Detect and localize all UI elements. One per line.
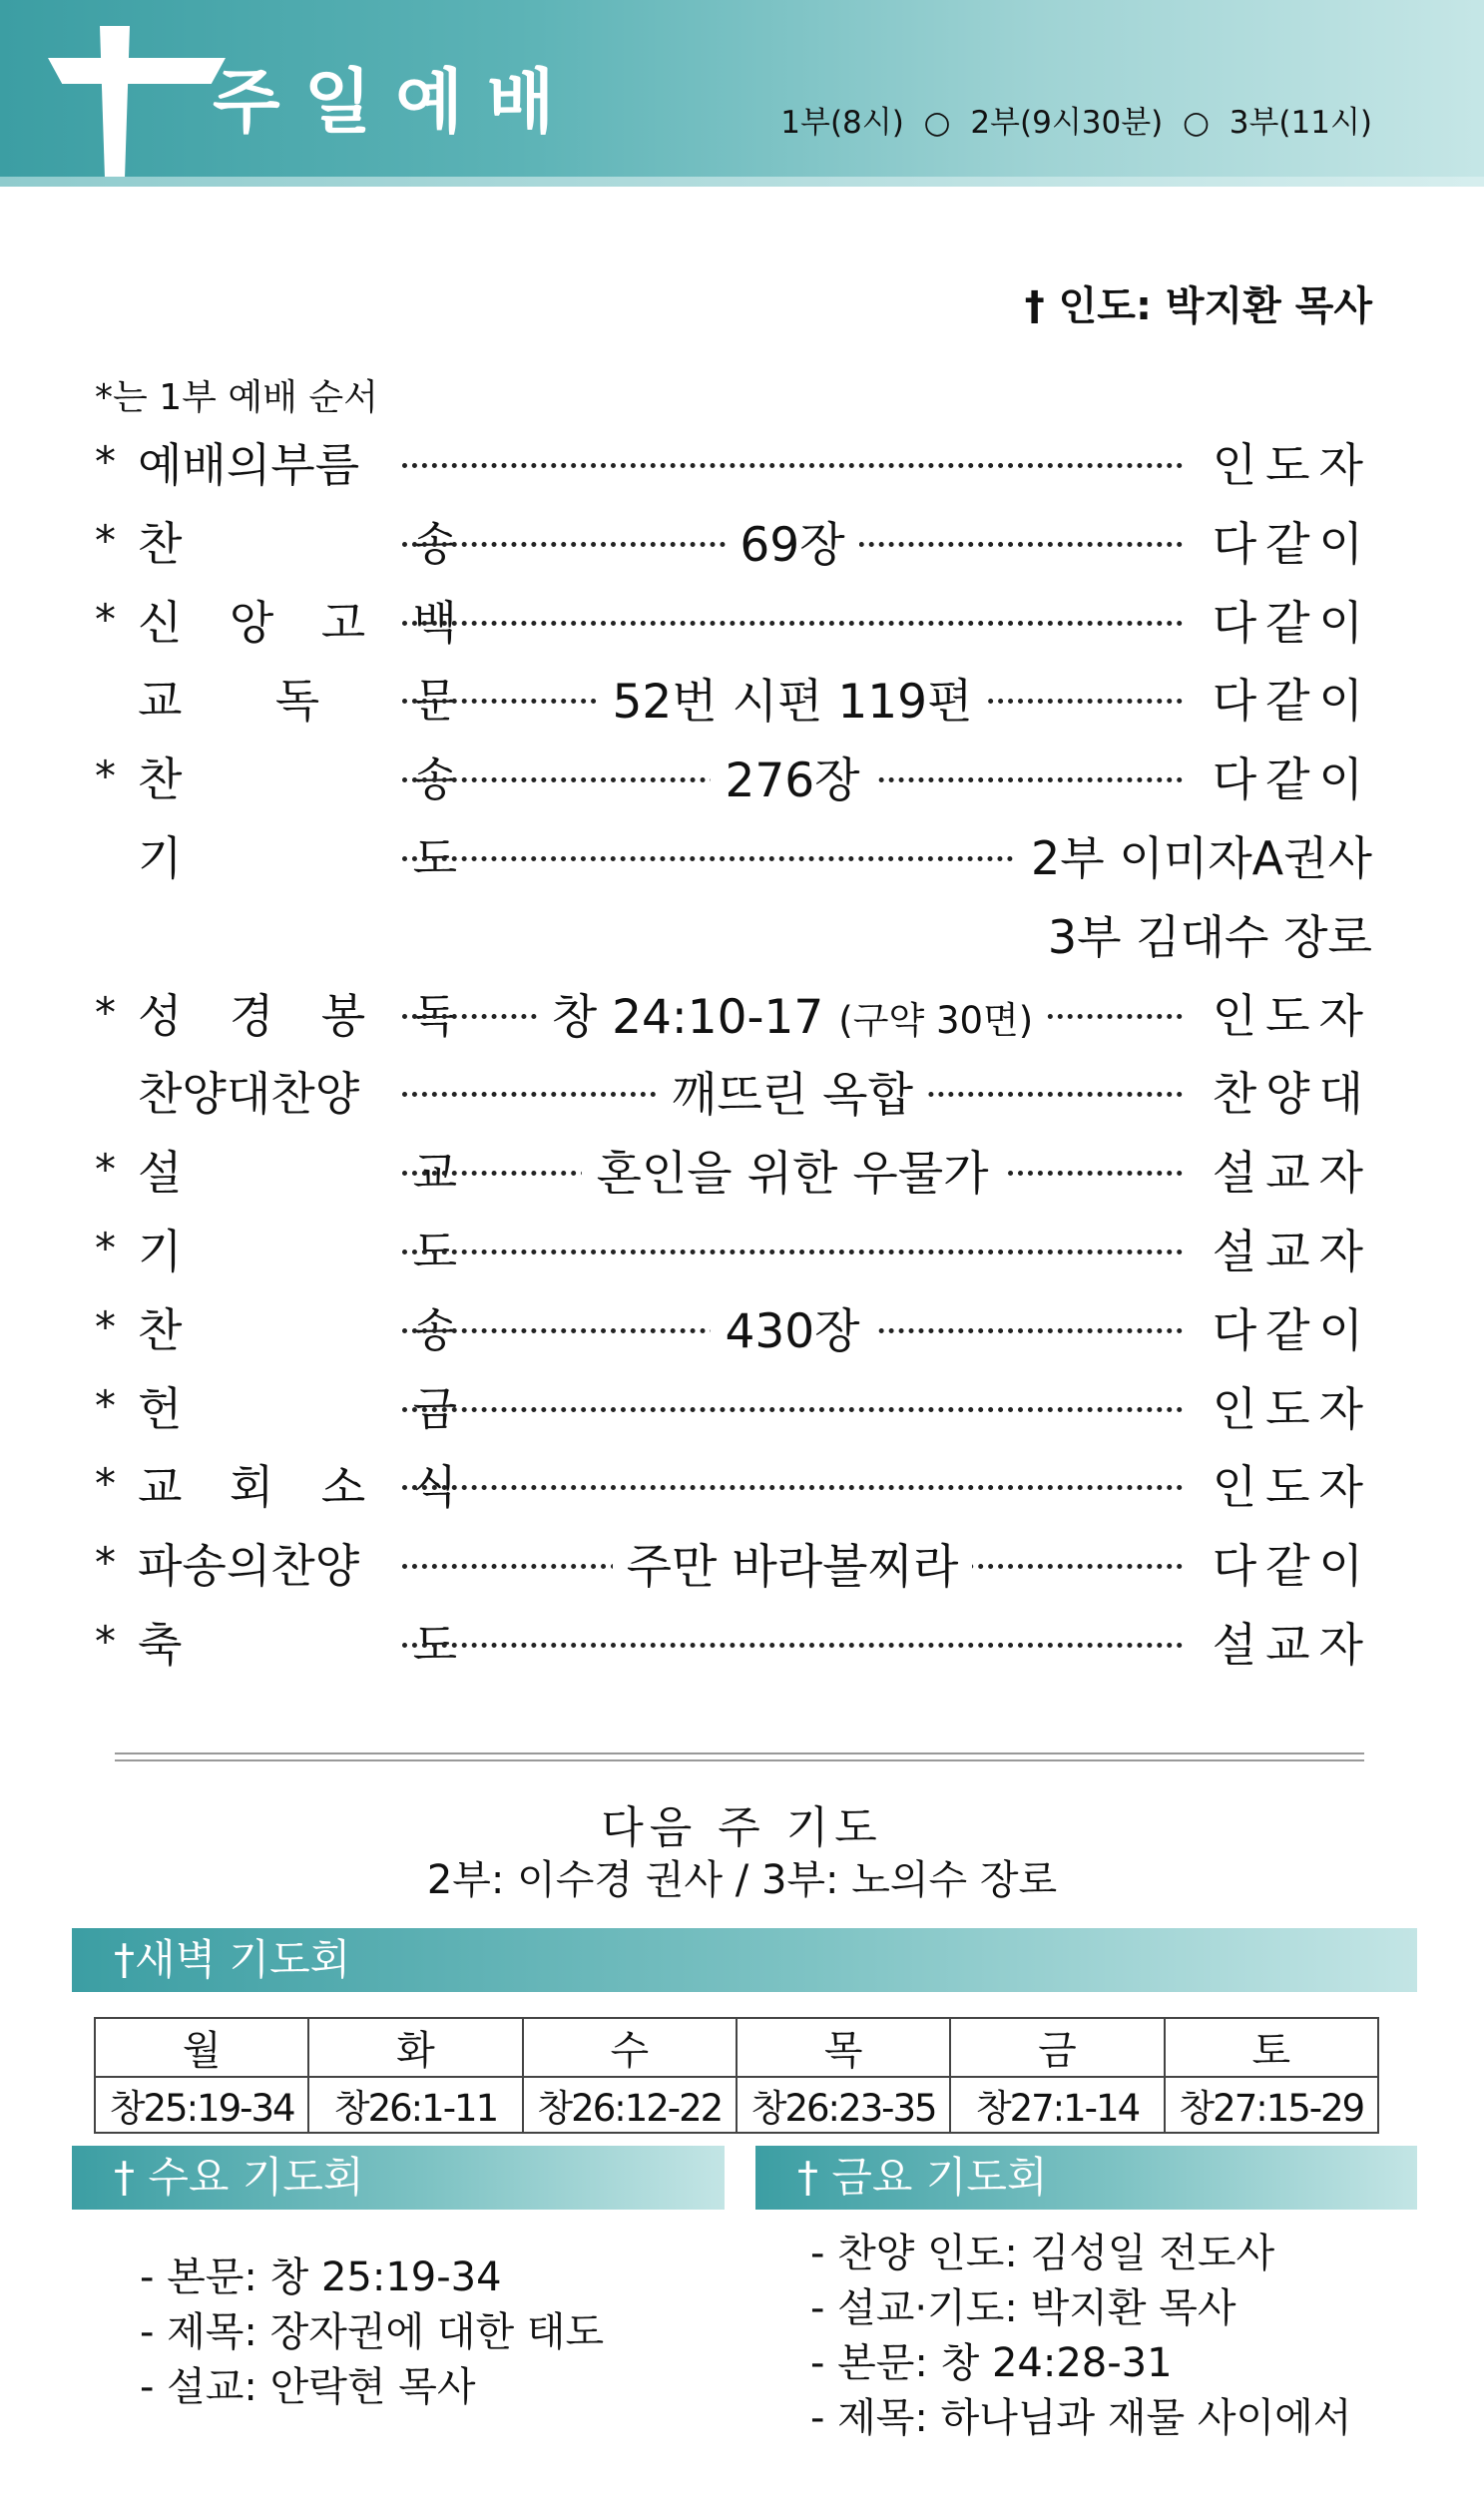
worship-row xyxy=(95,1530,1372,1595)
worship-item xyxy=(138,1451,457,1517)
first-service-marker: * xyxy=(95,988,116,1037)
next-week-title: 다음 주 기도 xyxy=(601,1802,883,1853)
worship-item-label: 회 xyxy=(229,1460,274,1514)
page-title: 주일예배 xyxy=(213,61,579,143)
worship-content-text xyxy=(711,753,873,808)
worship-item-label: 찬 xyxy=(138,1303,183,1357)
worship-item-label: 식 xyxy=(412,1460,457,1514)
worship-content-text xyxy=(598,675,986,730)
worship-item-label: 도 xyxy=(412,1618,457,1672)
dotted-leader xyxy=(402,856,1013,861)
worship-content-text xyxy=(726,518,858,573)
first-service-marker: * xyxy=(95,1459,116,1508)
worship-item-label: 교 xyxy=(138,1460,183,1514)
list-item: - 본문: 창 25:19-34 xyxy=(140,2254,502,2300)
list-item: - 제목: 하나님과 재물 사이에서 xyxy=(810,2395,1352,2441)
day-cell: 수 xyxy=(523,2018,737,2077)
cross-icon xyxy=(100,26,130,191)
worship-content xyxy=(402,744,1183,810)
table-row xyxy=(95,2077,1378,2133)
worship-row xyxy=(95,822,1372,884)
worship-leader: 설교자 xyxy=(1212,1225,1372,1278)
first-service-marker: * xyxy=(95,751,116,800)
worship-leader: 인도자 xyxy=(1212,1460,1372,1514)
first-service-marker: * xyxy=(95,1145,116,1194)
worship-content xyxy=(402,665,1183,732)
worship-leader: 다같이 xyxy=(1212,596,1372,650)
list-item: - 설교: 안락현 목사 xyxy=(140,2364,476,2410)
worship-row xyxy=(95,665,1372,730)
worship-leader: 2부 이미자A권사 xyxy=(1031,831,1372,885)
worship-item-label: 독 xyxy=(412,989,457,1043)
friday-prayer-list xyxy=(810,2227,1351,2446)
worship-content-text xyxy=(613,1540,973,1595)
worship-row xyxy=(95,1451,1372,1513)
worship-leader: 인도자 xyxy=(1212,438,1372,492)
worship-item-label: 금 xyxy=(412,1382,457,1436)
worship-item-label: 교 xyxy=(412,1146,457,1200)
dotted-leader xyxy=(402,1250,1183,1254)
worship-content-main: 52번 시편 119편 xyxy=(612,675,973,730)
worship-item-label: 교 xyxy=(138,674,183,728)
first-service-marker: * xyxy=(95,595,116,644)
worship-row xyxy=(95,1609,1372,1671)
dotted-leader xyxy=(402,1485,1183,1490)
worship-item-label: 찬양대찬양 xyxy=(138,1067,360,1121)
worship-item-label: 경 xyxy=(229,989,274,1043)
passage-cell: 창26:1-11 xyxy=(308,2077,522,2133)
dawn-prayer-table xyxy=(94,2017,1379,2134)
worship-item-label: 도 xyxy=(412,831,457,885)
worship-row xyxy=(95,980,1372,1045)
day-cell: 목 xyxy=(737,2018,950,2077)
worship-content xyxy=(402,1294,1183,1361)
worship-row xyxy=(95,587,1372,649)
day-cell: 금 xyxy=(950,2018,1164,2077)
list-item: - 설교·기도: 박지환 목사 xyxy=(810,2285,1237,2331)
worship-item-label: 신 xyxy=(138,596,183,650)
list-item: - 본문: 창 24:28-31 xyxy=(810,2340,1173,2386)
worship-item-label: 소 xyxy=(320,1460,366,1514)
worship-item-label: 백 xyxy=(412,596,457,650)
worship-item-label: 파송의찬양 xyxy=(138,1539,360,1593)
worship-row xyxy=(95,429,1372,491)
worship-item-label: 송 xyxy=(412,1303,457,1357)
dotted-leader xyxy=(402,621,1183,626)
worship-content-main: 혼인을 위한 우물가 xyxy=(596,1147,989,1202)
worship-item xyxy=(138,1609,457,1675)
worship-content xyxy=(402,1530,1183,1597)
worship-item-label: 찬 xyxy=(138,752,183,806)
worship-row xyxy=(95,1058,1372,1123)
worship-content-text xyxy=(538,990,1047,1045)
worship-item xyxy=(138,1216,457,1281)
worship-leader: 다같이 xyxy=(1212,1539,1372,1593)
worship-item-label: 송 xyxy=(412,517,457,571)
worship-item-label: 성 xyxy=(138,989,183,1043)
worship-row xyxy=(95,1137,1372,1202)
worship-item-label: 기 xyxy=(138,831,183,885)
worship-leader: 설교자 xyxy=(1212,1618,1372,1672)
worship-item-label: 문 xyxy=(412,674,457,728)
service-time-3: 3부(11시) xyxy=(1229,105,1372,141)
worship-row xyxy=(95,901,1372,963)
day-cell: 토 xyxy=(1165,2018,1378,2077)
worship-leader: 3부 김대수 장로 xyxy=(1047,910,1372,964)
first-service-marker: * xyxy=(95,1617,116,1666)
passage-cell: 창25:19-34 xyxy=(95,2077,308,2133)
first-service-marker: * xyxy=(95,437,116,486)
day-cell: 화 xyxy=(308,2018,522,2077)
first-service-marker: * xyxy=(95,1381,116,1430)
dagger-icon: † xyxy=(1024,283,1045,329)
service-leader xyxy=(1025,274,1372,331)
worship-row xyxy=(95,1294,1372,1359)
worship-item-label: 예배의부름 xyxy=(138,438,360,492)
service-time-2: 2부(9시30분) xyxy=(970,105,1164,141)
worship-item xyxy=(138,429,457,495)
worship-content-main: 276장 xyxy=(725,753,860,808)
separator-circle: ○ xyxy=(1182,105,1211,141)
worship-item-label: 앙 xyxy=(229,596,274,650)
passage-cell: 창27:15-29 xyxy=(1165,2077,1378,2133)
worship-content xyxy=(402,1137,1183,1204)
friday-prayer-heading: † 금요 기도회 xyxy=(755,2146,1417,2210)
order-note: *는 1부 예배 순서 xyxy=(95,377,378,418)
dotted-leader xyxy=(402,1643,1183,1648)
passage-cell: 창27:1-14 xyxy=(950,2077,1164,2133)
worship-item-label: 고 xyxy=(320,596,366,650)
dotted-leader xyxy=(402,463,1183,468)
worship-item-label: 설 xyxy=(138,1146,183,1200)
worship-content-main: 69장 xyxy=(740,518,845,573)
header-banner xyxy=(0,0,1484,177)
worship-item xyxy=(138,822,457,888)
passage-cell: 창26:12-22 xyxy=(523,2077,737,2133)
worship-row xyxy=(95,744,1372,808)
worship-content-main: 창 24:10-17 xyxy=(551,990,824,1045)
first-service-marker: * xyxy=(95,1538,116,1587)
worship-row xyxy=(95,508,1372,573)
separator-circle: ○ xyxy=(923,105,951,141)
worship-item-label: 찬 xyxy=(138,517,183,571)
worship-item xyxy=(138,1373,457,1439)
day-cell: 월 xyxy=(95,2018,308,2077)
worship-row xyxy=(95,1216,1372,1277)
wednesday-prayer-list xyxy=(140,2250,604,2415)
worship-leader: 찬양대 xyxy=(1212,1067,1372,1121)
worship-content-text xyxy=(582,1147,1002,1202)
worship-content-text xyxy=(658,1068,927,1123)
worship-item-label: 헌 xyxy=(138,1382,183,1436)
first-service-marker: * xyxy=(95,1302,116,1351)
service-times xyxy=(780,97,1372,142)
list-item: - 제목: 장자권에 대한 태도 xyxy=(140,2309,605,2355)
service-time-1: 1부(8시) xyxy=(780,105,904,141)
worship-content-main: 430장 xyxy=(725,1304,860,1359)
wednesday-prayer-heading: † 수요 기도회 xyxy=(72,2146,725,2210)
worship-item-label: 기 xyxy=(138,1225,183,1278)
passage-cell: 창26:23-35 xyxy=(737,2077,950,2133)
worship-leader: 설교자 xyxy=(1212,1146,1372,1200)
worship-leader: 인도자 xyxy=(1212,989,1372,1043)
first-service-marker: * xyxy=(95,516,116,565)
worship-item-label: 송 xyxy=(412,752,457,806)
table-row xyxy=(95,2018,1378,2077)
first-service-marker: * xyxy=(95,1224,116,1272)
worship-leader: 다같이 xyxy=(1212,1303,1372,1357)
next-week-prayer: 2부: 이수경 권사 / 3부: 노의수 장로 xyxy=(426,1857,1058,1903)
dawn-prayer-heading: †새벽 기도회 xyxy=(72,1928,1417,1992)
cross-icon-bar xyxy=(48,58,226,84)
worship-item xyxy=(138,587,457,653)
worship-content xyxy=(402,1058,1183,1125)
worship-leader: 인도자 xyxy=(1212,1382,1372,1436)
worship-item-label: 봉 xyxy=(320,989,366,1043)
worship-content-page: (구약 30면) xyxy=(838,999,1034,1042)
worship-leader: 다같이 xyxy=(1212,752,1372,806)
section-divider xyxy=(115,1752,1364,1761)
service-leader-text: 인도: 박지환 목사 xyxy=(1058,283,1372,329)
worship-leader: 다같이 xyxy=(1212,674,1372,728)
worship-item-label: 독 xyxy=(274,674,320,728)
worship-content xyxy=(402,980,1183,1047)
dotted-leader xyxy=(402,1407,1183,1412)
worship-row xyxy=(95,1373,1372,1435)
worship-content xyxy=(402,508,1183,575)
worship-leader: 다같이 xyxy=(1212,517,1372,571)
worship-content-main: 깨뜨린 옥합 xyxy=(672,1068,913,1123)
worship-content-main: 주만 바라볼찌라 xyxy=(626,1540,959,1595)
header-underline xyxy=(0,177,1484,187)
worship-item-label: 축 xyxy=(138,1618,183,1672)
list-item: - 찬양 인도: 김성일 전도사 xyxy=(810,2231,1275,2276)
worship-item-label: 도 xyxy=(412,1225,457,1278)
worship-content-text xyxy=(711,1304,873,1359)
